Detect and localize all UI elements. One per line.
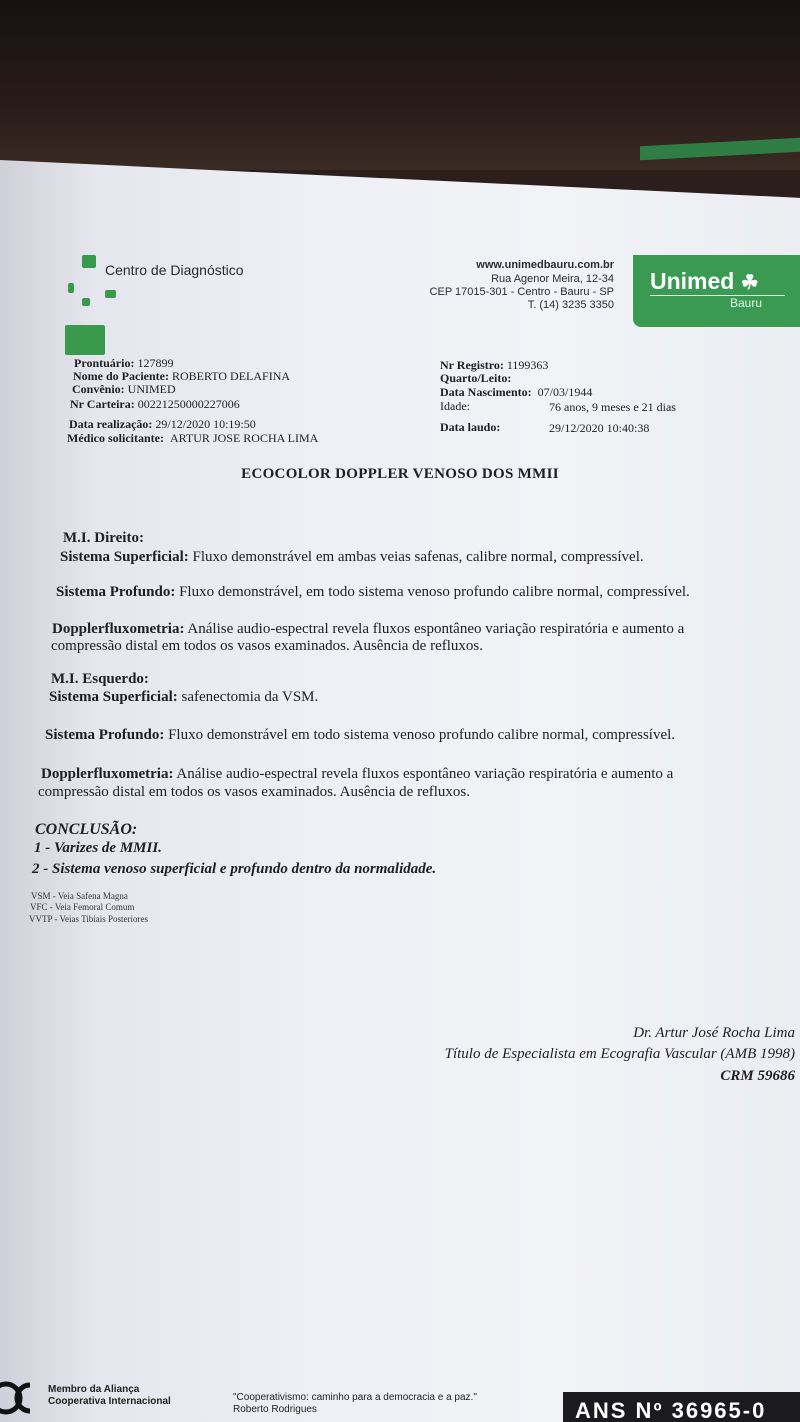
right-superficial: Sistema Superficial: Fluxo demonstrável em ambas veias safenas, calibre normal, compressível. — [60, 549, 644, 565]
right-doppler-line-1: Dopplerfluxometria: Análise audio-espectral revela fluxos espontâneo variação respiratória e aumento a — [52, 621, 685, 637]
alliance-line-1: Membro da Aliança — [48, 1384, 140, 1395]
unimed-divider — [650, 295, 785, 296]
ans-number: ANS Nº 36965-0 — [575, 1398, 767, 1422]
legend-item: VVTP - Veias Tibiais Posteriores — [29, 914, 149, 924]
data-laudo-label: Data laudo: — [440, 420, 501, 434]
unimed-symbol-icon: ☘ — [740, 272, 759, 294]
idade-label: Idade: — [440, 399, 470, 413]
prontuario-row: Prontuário: 127899 — [74, 356, 174, 370]
convenio-row: Convênio: UNIMED — [72, 382, 176, 396]
quarto-row: Quarto/Leito: — [440, 371, 512, 385]
legend-item: VSM - Veia Safena Magna — [31, 891, 128, 901]
conclusion-item-2: 2 - Sistema venoso superficial e profundo dentro da normalidade. — [32, 861, 437, 877]
unimed-city: Bauru — [730, 296, 763, 310]
doctor-specialty: Título de Especialista em Ecografia Vascular (AMB 1998) — [444, 1046, 795, 1062]
exam-title: ECOCOLOR DOPPLER VENOSO DOS MMII — [241, 466, 559, 482]
website-link[interactable]: www.unimedbauru.com.br — [476, 259, 614, 271]
carteira-row: Nr Carteira: 00221250000227006 — [70, 397, 240, 411]
conclusion-item-1: 1 - Varizes de MMII. — [34, 840, 162, 856]
unimed-brand-name: Unimed ☘ — [650, 268, 759, 294]
left-leg-heading: M.I. Esquerdo: — [51, 671, 149, 687]
data-laudo-value: 29/12/2020 10:40:38 — [549, 421, 650, 435]
doctor-crm: CRM 59686 — [720, 1068, 795, 1084]
left-doppler-line-1: Dopplerfluxometria: Análise audio-espectral revela fluxos espontâneo variação respiratória e aumento a — [41, 766, 674, 782]
conclusion-heading: CONCLUSÃO: — [35, 821, 138, 838]
centro-diagnostico-title: Centro de Diagnóstico — [105, 262, 244, 278]
left-profundo: Sistema Profundo: Fluxo demonstrável em todo sistema venoso profundo calibre normal, compressível. — [45, 727, 676, 743]
patient-name-row: Nome do Paciente: ROBERTO DELAFINA — [73, 369, 291, 383]
nascimento-row: Data Nascimento: 07/03/1944 — [440, 385, 593, 399]
registro-row: Nr Registro: 1199363 — [440, 358, 549, 372]
footer-quote: "Cooperativismo: caminho para a democracia e a paz." — [233, 1392, 477, 1403]
cep-line: CEP 17015-301 - Centro - Bauru - SP — [429, 286, 614, 298]
address-line: Rua Agenor Meira, 12-34 — [491, 273, 614, 285]
left-doppler-line-2: compressão distal em todos os vasos examinados. Ausência de refluxos. — [38, 784, 470, 800]
ans-badge — [563, 1392, 800, 1422]
right-doppler-line-2: compressão distal em todos os vasos examinados. Ausência de refluxos. — [51, 638, 483, 654]
right-leg-heading: M.I. Direito: — [63, 530, 144, 546]
alliance-line-2: Cooperativa Internacional — [48, 1396, 171, 1407]
data-realizacao-row: Data realização: 29/12/2020 10:19:50 — [69, 417, 256, 431]
alliance-logo-icon — [0, 1378, 44, 1418]
footer-quote-author: Roberto Rodrigues — [233, 1404, 317, 1415]
legend-item: VFC - Veia Femoral Comum — [30, 902, 135, 912]
right-profundo: Sistema Profundo: Fluxo demonstrável, em todo sistema venoso profundo calibre normal, compressível. — [56, 584, 690, 600]
doctor-name: Dr. Artur José Rocha Lima — [633, 1025, 795, 1041]
left-superficial: Sistema Superficial: safenectomia da VSM. — [49, 689, 319, 705]
medico-row: Médico solicitante: ARTUR JOSE ROCHA LIMA — [67, 431, 319, 445]
phone-line: T. (14) 3235 3350 — [527, 299, 614, 311]
idade-value: 76 anos, 9 meses e 21 dias — [549, 400, 676, 414]
